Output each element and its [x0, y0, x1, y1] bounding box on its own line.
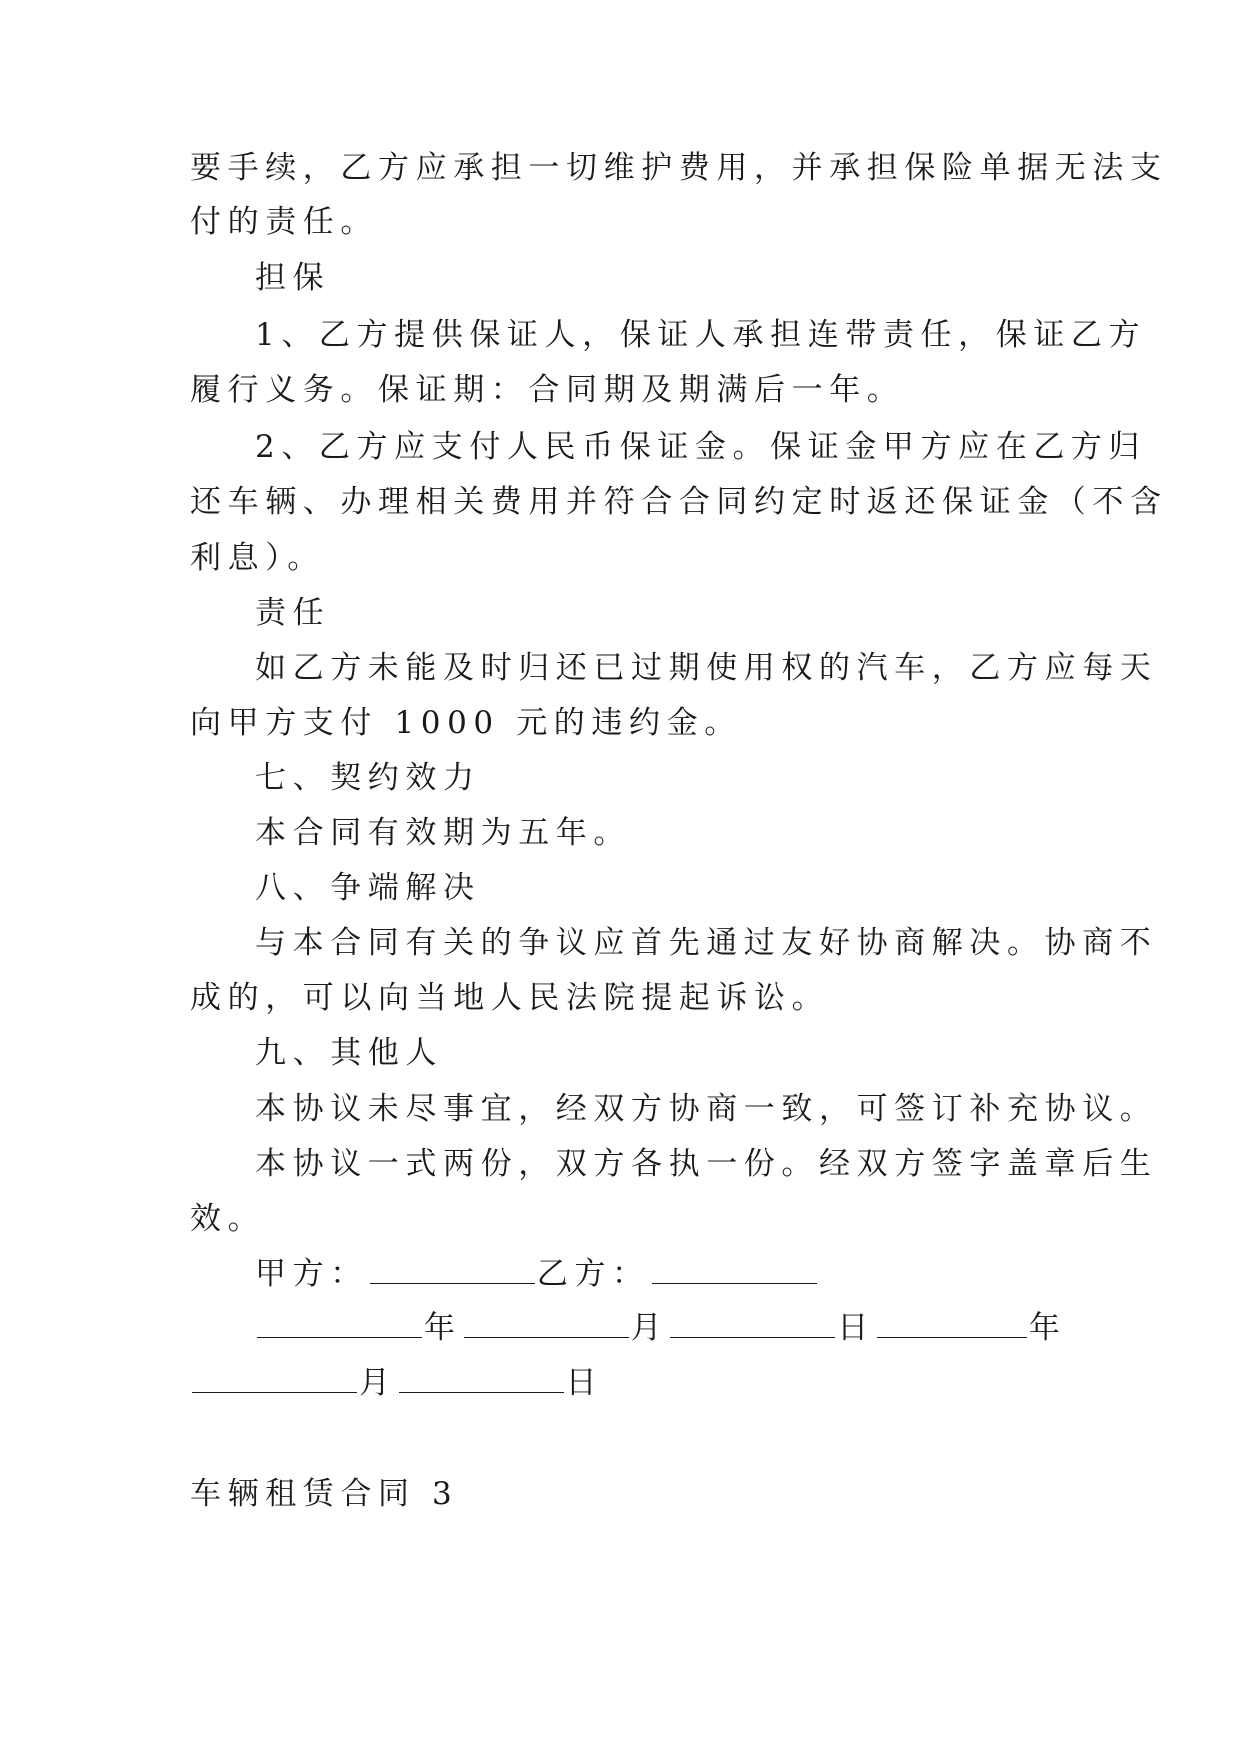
paragraph-line: 效。 [190, 1201, 266, 1237]
party-a-day-field[interactable] [670, 1309, 835, 1338]
year-label: 年 [1028, 1310, 1067, 1346]
paragraph-line: 1、乙方提供保证人，保证人承担连带责任，保证乙方 [255, 317, 1147, 353]
section-heading: 七、契约效力 [255, 760, 481, 796]
paragraph-line: 履行义务。保证期：合同期及期满后一年。 [190, 372, 905, 408]
section-heading: 八、争端解决 [255, 870, 481, 906]
signature-line [255, 1254, 819, 1294]
section-heading: 九、其他人 [255, 1035, 443, 1071]
party-b-day-field[interactable] [399, 1364, 564, 1393]
next-contract-title: 车辆租赁合同 3 [190, 1476, 459, 1512]
party-a-signature-field[interactable] [370, 1255, 535, 1284]
paragraph-line: 向甲方支付 1000 元的违约金。 [190, 705, 742, 741]
section-heading: 担保 [255, 260, 331, 296]
paragraph-line: 本协议一式两份，双方各执一份。经双方签字盖章后生 [255, 1146, 1158, 1182]
paragraph-line: 成的，可以向当地人民法院提起诉讼。 [190, 980, 830, 1016]
date-line [255, 1308, 1066, 1348]
party-b-year-field[interactable] [877, 1309, 1027, 1338]
paragraph-line: 与本合同有关的争议应首先通过友好协商解决。协商不 [255, 925, 1158, 961]
paragraph-line: 要手续，乙方应承担一切维护费用，并承担保险单据无法支 [190, 150, 1168, 186]
paragraph-line: 付的责任。 [190, 204, 378, 240]
party-b-label: 乙方： [536, 1256, 650, 1292]
party-a-label: 甲方： [255, 1256, 368, 1292]
month-label: 月 [630, 1310, 669, 1346]
month-label: 月 [359, 1365, 397, 1401]
date-line-continued [190, 1363, 603, 1403]
paragraph-line: 还车辆、办理相关费用并符合合同约定时返还保证金（不含 [190, 484, 1168, 520]
paragraph-line: 2、乙方应支付人民币保证金。保证金甲方应在乙方归 [255, 429, 1147, 465]
year-label: 年 [424, 1310, 462, 1346]
party-b-signature-field[interactable] [652, 1255, 817, 1284]
paragraph-line: 本协议未尽事宜，经双方协商一致，可签订补充协议。 [255, 1091, 1158, 1127]
paragraph-line: 利息）。 [190, 540, 325, 576]
paragraph-line: 本合同有效期为五年。 [255, 815, 631, 851]
party-a-year-field[interactable] [257, 1309, 422, 1338]
party-a-month-field[interactable] [464, 1309, 629, 1338]
day-label: 日 [837, 1310, 875, 1346]
party-b-month-field[interactable] [192, 1364, 357, 1393]
section-heading: 责任 [255, 595, 331, 631]
day-label: 日 [565, 1365, 604, 1401]
paragraph-line: 如乙方未能及时归还已过期使用权的汽车，乙方应每天 [255, 650, 1158, 686]
